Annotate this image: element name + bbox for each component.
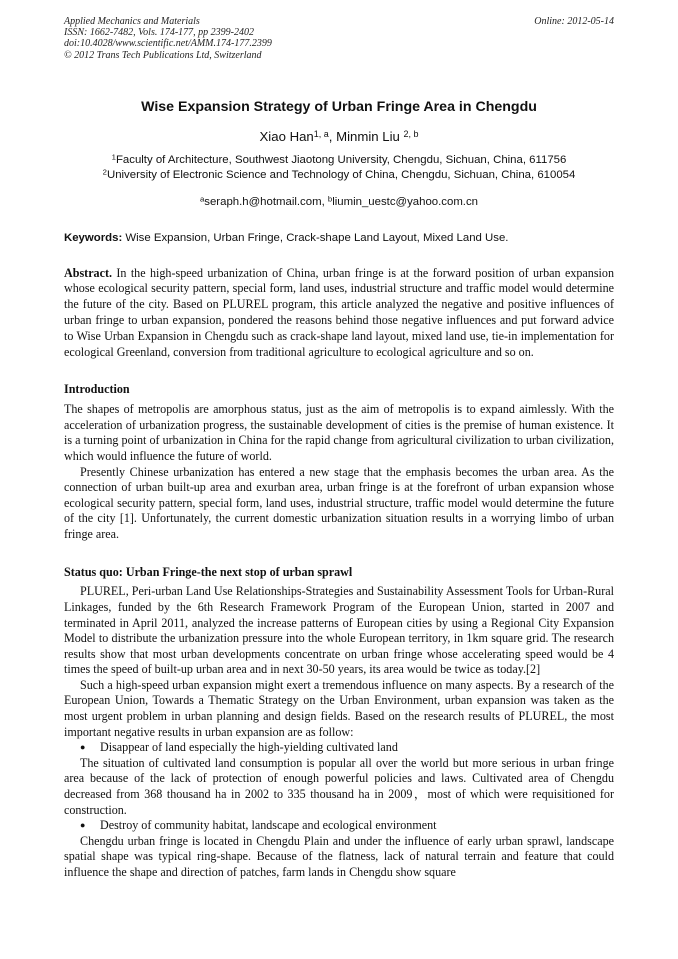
status-quo-paragraph-4: Chengdu urban fringe is located in Chengdu Plain and under the influence of early urban sprawl, landscape spatial shape was typical ring-shape. Because of the flatness, lack of natural terrain and feature that could influence the shape and direction of patches, farm lands in Chengdu show square [64,833,614,879]
author-1-sup: 1, a [313,128,329,139]
introduction-heading: Introduction [64,382,130,397]
affiliations [64,153,614,183]
keywords [64,231,614,245]
journal-name: Applied Mechanics and Materials [64,16,200,27]
online-date: Online: 2012-05-14 [534,16,614,27]
bullet-item-2 [64,818,614,834]
issn-line: ISSN: 1662-7482, Vols. 174-177, pp 2399-2402 [64,27,254,39]
author-1-name: Xiao Han [259,129,314,144]
bullet-item-1-text: Disappear of land especially the high-yielding cultivated land [100,740,398,755]
affiliation-1 [64,153,614,168]
author-emails [64,195,614,209]
author-list [64,128,614,145]
bullet-dot-icon: ● [80,820,86,831]
affiliation-1-text: Faculty of Architecture, Southwest Jiaotong University, Chengdu, Sichuan, China, 611756 [115,154,567,166]
email-b: liumin_uestc@yahoo.com.cn [332,195,479,208]
abstract [64,266,614,361]
introduction-paragraph-1: The shapes of metropolis are amorphous status, just as the aim of metropolis is to expand aimlessly. With the acceleration of urbanization progress, the sustainable development of cities is the premise of human existence. It is a turning point of urbanization in China for the rapid change from agricultural civilization to urban civilization, which would influence the future of world. [64,402,614,463]
paper-title: Wise Expansion Strategy of Urban Fringe Area in Chengdu [141,99,537,115]
email-a-sup: a [199,194,205,204]
introduction-paragraph-2: Presently Chinese urbanization has entered a new stage that the emphasis becomes the urban area. As the connection of urban built-up area and exurban area, urban fringe is at the forefront of urban expansion whose ecological security pattern, special form, land uses, industrial structure, traffic model would determine the future of the city [1]. Unfortunately, the current domestic urbanization situation results in a worrying limbo of urban fringe area. [64,464,614,541]
author-2-sup: 2, b [403,128,419,139]
affiliation-2-sup: 2 [102,167,107,177]
keywords-text: Wise Expansion, Urban Fringe, Crack-shape Land Layout, Mixed Land Use. [122,231,509,244]
abstract-label: Abstract. [64,265,113,280]
bullet-dot-icon: ● [80,742,86,753]
status-quo-paragraph-2: Such a high-speed urban expansion might exert a tremendous influence on many aspects. By a research of the European Union, Towards a Thematic Strategy on the Urban Environment, urban expansion was taken as the most urgent problem in urban planning and design fields. Based on the research results of PLUREL, the most important negative results in urban expansion are as follow: [64,677,614,739]
bullet-item-1 [64,740,614,756]
email-a: seraph.h@hotmail.com, [204,195,328,208]
author-separator: , [328,129,337,144]
status-quo-paragraph-3: The situation of cultivated land consumption is popular all over the world but more serious in urban fringe area because of the lack of protection of enough powerful policies and laws. Cultivated area of Chengdu decreased from 368 thousand ha in 2002 to 335 thousand ha in 2009，most of which were requisitioned for construction. [64,755,614,817]
copyright-line: © 2012 Trans Tech Publications Ltd, Switzerland [64,49,262,61]
bullet-item-2-text: Destroy of community habitat, landscape and ecological environment [100,818,437,833]
journal-info [64,16,614,61]
affiliation-2-text: University of Electronic Science and Technology of China, Chengdu, Sichuan, China, 610054 [106,168,576,181]
keywords-label: Keywords: [64,231,123,244]
email-b-sup: b [327,194,333,204]
author-2-name: Minmin Liu [336,129,404,144]
status-quo-paragraph-1: PLUREL, Peri-urban Land Use Relationships-Strategies and Sustainability Assessment Tools for Urban-Rural Linkages, funded by the 6th Research Framework Program of the European Union, started in 2007 and terminated in April 2011, analyzed the increase patterns of European cities by using a Regional City Expansion Model to distribute the urbanization pressure into the whole European territory, in 1km square grid. The research results show that most urban developments concentrate on urban fringe whose accelerating speed would be 4 times the speed of built-up urban area and in next 30-50 years, its area would be twice as today.[2] [64,584,614,677]
abstract-text: In the high-speed urbanization of China, urban fringe is at the forward position of urban expansion whose ecological security pattern, special form, land uses, industrial structure and traffic model would determine the future of the city. Based on PLUREL program, this article analyzed the negative and positive influences of urban fringe to urban expansion, pondered the reasons behind those negative influences and put forward advice to Wise Urban Expansion in Chengdu such as crack-shape land layout, mixed land use, tie-in implementation for ecological Greenland, conversion from traditional agriculture to ecological agriculture and so on. [64,265,614,359]
journal-header [64,16,614,64]
status-quo-heading: Status quo: Urban Fringe-the next stop of urban sprawl [64,564,353,579]
doi-line: doi:10.4028/www.scientific.net/AMM.174-177.2399 [64,38,272,50]
affiliation-2 [64,168,614,183]
affiliation-1-sup: 1 [111,152,116,162]
